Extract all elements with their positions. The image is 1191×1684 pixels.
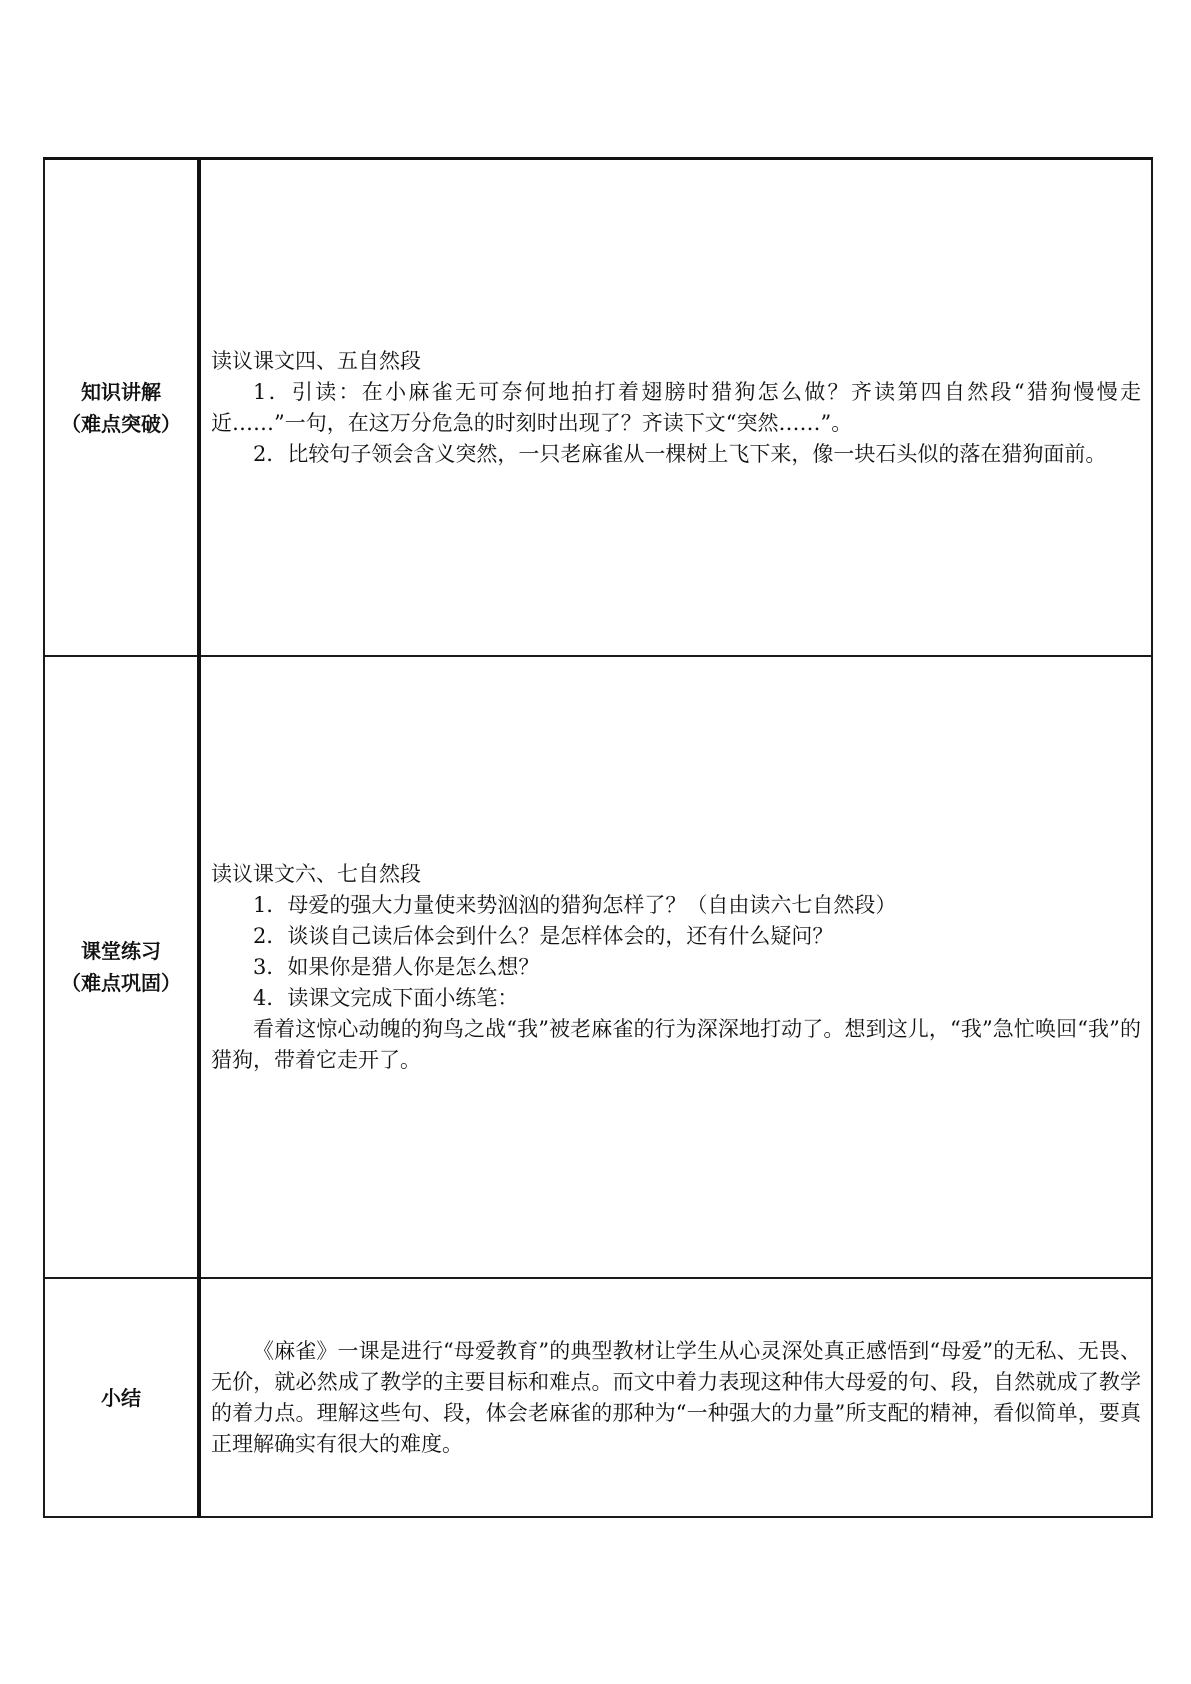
lesson-plan-table <box>43 157 1153 1518</box>
row-label-subtitle: （难点巩固） <box>61 971 181 995</box>
row-label-title: 小结 <box>101 1385 141 1410</box>
section-heading: 读议课文六、七自然段 <box>211 861 421 886</box>
row-content-practice <box>199 656 1152 1278</box>
row-content-knowledge <box>199 159 1152 657</box>
list-item: 2．比较句子领会含义突然，一只老麻雀从一棵树上飞下来，像一块石头似的落在猎狗面前。 <box>253 441 1107 466</box>
row-label-practice <box>44 656 199 1278</box>
summary-paragraph: 《麻雀》一课是进行“母爱教育”的典型教材让学生从心灵深处真正感悟到“母爱”的无私、无畏、无价，就必然成了教学的主要目标和难点。而文中着力表现这种伟大母爱的句、段，自然就成了教学的着力点。理解这些句、段，体会老麻雀的那种为“一种强大的力量”所支配的精神，看似简单，要真正理解确实有很大的难度。 <box>211 1338 1141 1456</box>
row-label-knowledge <box>44 159 199 657</box>
row-content-summary <box>199 1278 1152 1517</box>
row-label-title: 知识讲解 <box>81 379 161 404</box>
table-row-knowledge <box>44 159 1152 657</box>
writing-paragraph: 看着这惊心动魄的狗鸟之战“我”被老麻雀的行为深深地打动了。想到这儿，“我”急忙唤回“我”的猎狗，带着它走开了。 <box>211 1016 1141 1072</box>
list-item: 1．引读：在小麻雀无可奈何地拍打着翅膀时猎狗怎么做？齐读第四自然段“猎狗慢慢走近……”一句，在这万分危急的时刻时出现了？齐读下文“突然……”。 <box>211 379 1141 435</box>
list-item: 3．如果你是猎人你是怎么想？ <box>253 954 540 979</box>
section-heading: 读议课文四、五自然段 <box>211 348 421 373</box>
list-item: 2．谈谈自己读后体会到什么？是怎样体会的，还有什么疑问？ <box>253 923 834 948</box>
table-row-summary <box>44 1278 1152 1517</box>
table-row-practice <box>44 656 1152 1278</box>
list-item: 4．读课文完成下面小练笔： <box>253 985 519 1010</box>
row-label-subtitle: （难点突破） <box>61 411 181 436</box>
list-item: 1．母爱的强大力量使来势汹汹的猎狗怎样了？（自由读六七自然段） <box>253 892 897 917</box>
row-label-summary <box>44 1278 199 1517</box>
row-label-title: 课堂练习 <box>81 939 161 963</box>
